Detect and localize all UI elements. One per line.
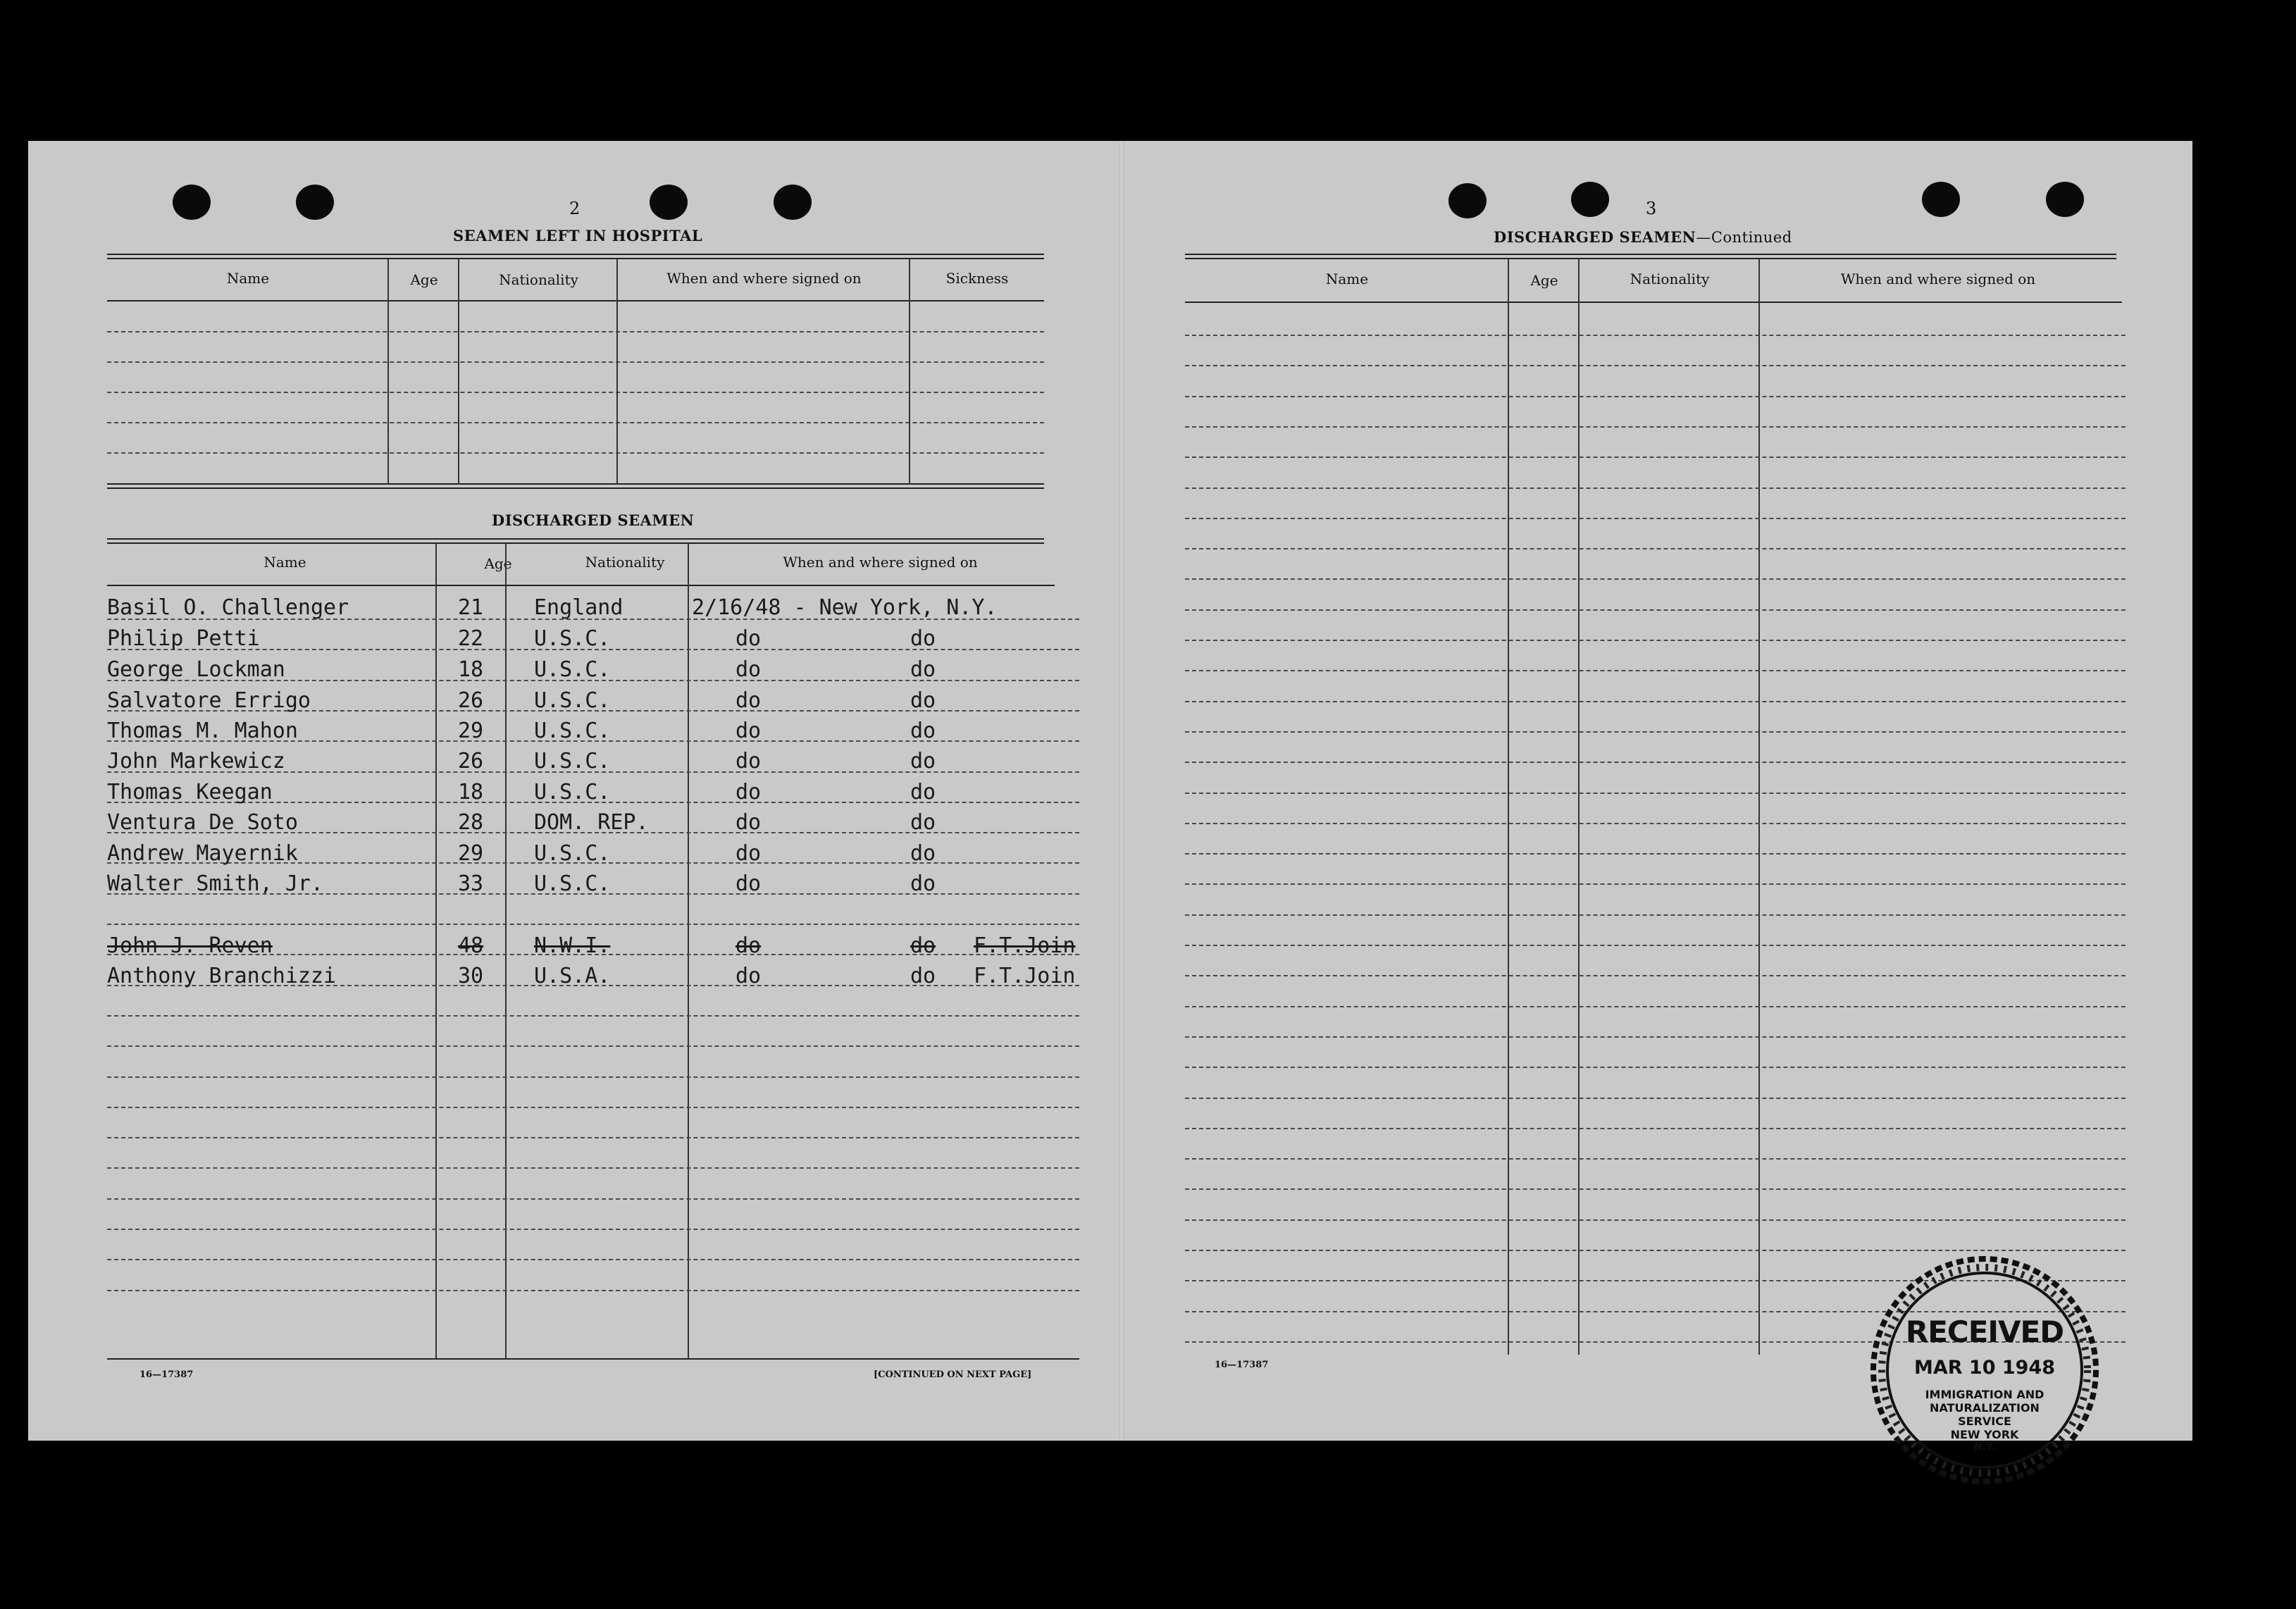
page-number-left: 2 [569,199,581,218]
discharged-col-divider [505,544,507,1360]
seaman-signed-place: do [910,688,936,713]
seaman-nationality: U.S.C. [534,688,611,713]
right-top-rule-2 [1185,258,2116,259]
discharged-row-rule [107,1198,1079,1200]
right-row-rule [1185,1036,2126,1038]
seaman-nationality: U.S.C. [534,657,611,682]
hospital-bottom-rule [107,483,1044,485]
right-title-bold: DISCHARGED SEAMEN [1494,228,1696,246]
received-stamp [1868,1254,2101,1486]
hospital-col-divider [616,259,618,485]
right-row-rule [1185,640,2126,641]
stamp-received: RECEIVED [1905,1315,2064,1349]
hospital-section-title: SEAMEN LEFT IN HOSPITAL [453,227,703,244]
seaman-nationality: N.W.I. [534,933,611,958]
seaman-age: 33 [458,871,484,896]
right-row-rule [1185,975,2126,976]
right-row-rule [1185,335,2126,336]
discharged-header-rule [107,585,1055,586]
right-row-rule [1185,1158,2126,1160]
seaman-signed-place: do [910,871,936,896]
seaman-nationality: U.S.C. [534,780,611,804]
continued-note: [CONTINUED ON NEXT PAGE] [874,1369,1032,1380]
right-row-rule [1185,518,2126,519]
hospital-row-rule [107,392,1044,393]
discharged-row-rule [107,1259,1079,1260]
right-row-rule [1185,853,2126,855]
right-row-rule [1185,945,2126,946]
discharged-col-signed-on: When and where signed on [783,554,978,571]
right-col-name: Name [1325,271,1369,287]
hospital-col-name: Name [226,270,270,287]
discharged-row-rule [107,1290,1079,1291]
seaman-name: Walter Smith, Jr. [107,871,324,896]
stamp-agency-3: SERVICE [1958,1415,2011,1428]
seaman-name: Andrew Mayernik [107,841,298,866]
hospital-bottom-rule-2 [107,487,1044,489]
right-col-divider [1578,259,1580,1355]
seaman-signed-on: do [736,841,762,866]
seaman-signed-place: do [910,810,936,835]
seaman-note: F.T.Join [974,964,1076,988]
right-row-rule [1185,670,2126,671]
seaman-signed-on: do [736,749,762,774]
seaman-age: 29 [458,719,484,743]
seaman-signed-place: do [910,780,936,804]
seaman-nationality: DOM. REP. [534,810,649,835]
discharged-row-rule [107,1137,1079,1138]
right-row-rule [1185,731,2126,733]
seaman-age: 18 [458,780,484,804]
seaman-signed-place: do [910,841,936,866]
seaman-age: 21 [458,595,484,620]
seaman-signed-on: do [736,871,762,896]
seaman-age: 26 [458,688,484,713]
right-row-rule [1185,487,2126,489]
hospital-row-rule [107,422,1044,423]
seaman-name: John Markewicz [107,749,285,774]
stamp-date: MAR 10 1948 [1913,1357,2056,1379]
right-row-rule [1185,578,2126,580]
seaman-age: 18 [458,657,484,682]
right-row-rule [1185,1188,2126,1190]
seaman-signed-place: do [910,657,936,682]
seaman-note: F.T.Join [974,933,1076,958]
discharged-row-rule [107,1015,1079,1017]
right-row-rule [1185,1006,2126,1007]
stamp-state: N.Y. [1973,1441,1996,1453]
seaman-name: Philip Petti [107,626,260,651]
stamp-agency-2: NATURALIZATION [1930,1401,2040,1415]
seaman-name: Ventura De Soto [107,810,298,835]
hospital-row-rule [107,331,1044,333]
right-row-rule [1185,823,2126,824]
right-col-divider [1508,259,1509,1355]
discharged-col-divider [435,544,437,1360]
seaman-age: 30 [458,964,484,988]
seaman-nationality: U.S.C. [534,871,611,896]
seaman-nationality: England [534,595,623,620]
right-title-continued: —Continued [1696,229,1792,246]
discharged-col-age: Age [484,555,512,572]
discharged-top-rule [107,538,1044,540]
right-row-rule [1185,701,2126,702]
hospital-col-nationality: Nationality [499,271,578,288]
hospital-col-divider [458,259,459,485]
hospital-col-divider [909,259,910,485]
discharged-row-rule [107,1076,1079,1078]
discharged-bottom-rule [107,1358,1079,1360]
stamp-location: NEW YORK [1950,1428,2019,1441]
seaman-signed-on: 2/16/48 - New York, N.Y. [692,595,998,620]
right-col-nationality: Nationality [1630,271,1710,287]
stamp-agency-1: IMMIGRATION AND [1925,1388,2044,1401]
right-top-rule [1185,254,2116,255]
seaman-nationality: U.S.C. [534,719,611,743]
hospital-col-age: Age [410,271,438,288]
seaman-age: 48 [458,933,484,958]
seaman-name: Thomas M. Mahon [107,719,298,743]
seaman-signed-on: do [736,719,762,743]
page-fold [1119,141,1124,1441]
right-row-rule [1185,914,2126,916]
discharged-col-name: Name [263,554,306,571]
seaman-age: 28 [458,810,484,835]
seaman-signed-on: do [736,688,762,713]
seaman-name: George Lockman [107,657,285,682]
form-number-right: 16—17387 [1215,1360,1269,1370]
hospital-top-rule [107,254,1044,255]
seaman-age: 22 [458,626,484,651]
discharged-row-rule [107,924,1079,925]
hospital-col-signed-on: When and where signed on [666,270,862,287]
right-row-rule [1185,456,2126,458]
right-row-rule [1185,1219,2126,1221]
right-row-rule [1185,883,2126,885]
discharged-row-rule [107,1045,1079,1047]
right-row-rule [1185,1250,2126,1251]
right-row-rule [1185,1098,2126,1099]
right-col-age: Age [1530,272,1558,289]
seaman-age: 29 [458,841,484,866]
punch-hole [1571,182,1609,217]
punch-hole [296,185,334,220]
hospital-row-rule [107,361,1044,363]
discharged-row-rule [107,1167,1079,1169]
punch-hole [173,185,211,220]
seaman-signed-place: do [910,749,936,774]
seaman-signed-on: do [736,933,762,958]
page-number-right: 3 [1646,199,1657,218]
discharged-section-title: DISCHARGED SEAMEN [492,511,695,529]
right-row-rule [1185,1128,2126,1129]
punch-hole [2046,182,2084,217]
seaman-name: Thomas Keegan [107,780,273,804]
seaman-name: Salvatore Errigo [107,688,311,713]
right-row-rule [1185,762,2126,763]
discharged-row-rule [107,1107,1079,1108]
seaman-signed-on: do [736,780,762,804]
right-row-rule [1185,396,2126,397]
seaman-nationality: U.S.A. [534,964,611,988]
discharged-col-divider [688,544,689,1360]
seaman-nationality: U.S.C. [534,841,611,866]
document-sheet [28,141,2192,1453]
right-row-rule [1185,609,2126,611]
right-section-title [1494,228,1792,246]
discharged-col-nationality: Nationality [585,554,665,571]
seaman-signed-place: do [910,626,936,651]
seaman-name: Basil O. Challenger [107,595,349,620]
hospital-header-rule [107,300,1044,302]
hospital-row-rule [107,452,1044,454]
discharged-row-rule [107,1229,1079,1230]
seaman-signed-on: do [736,964,762,988]
seaman-age: 26 [458,749,484,774]
right-row-rule [1185,365,2126,366]
seaman-signed-place: do [910,933,936,958]
discharged-top-rule-2 [107,542,1044,544]
seaman-signed-on: do [736,626,762,651]
punch-hole [650,185,688,220]
form-number-left: 16—17387 [139,1369,194,1380]
right-col-signed-on: When and where signed on [1840,271,2036,287]
seaman-name: John J. Reven [107,933,273,958]
seaman-signed-place: do [910,719,936,743]
punch-hole [1448,183,1487,218]
right-row-rule [1185,426,2126,428]
right-row-rule [1185,548,2126,549]
seaman-signed-place: do [910,964,936,988]
punch-hole [774,185,812,220]
seaman-name: Anthony Branchizzi [107,964,337,988]
seaman-signed-on: do [736,657,762,682]
punch-hole [1922,182,1960,217]
right-col-divider [1758,259,1760,1355]
hospital-col-divider [387,259,389,485]
hospital-top-rule-2 [107,258,1044,259]
seaman-signed-on: do [736,810,762,835]
right-row-rule [1185,1067,2126,1068]
right-header-rule [1185,302,2122,303]
hospital-col-sickness: Sickness [945,270,1009,287]
right-row-rule [1185,793,2126,794]
seaman-nationality: U.S.C. [534,749,611,774]
seaman-nationality: U.S.C. [534,626,611,651]
